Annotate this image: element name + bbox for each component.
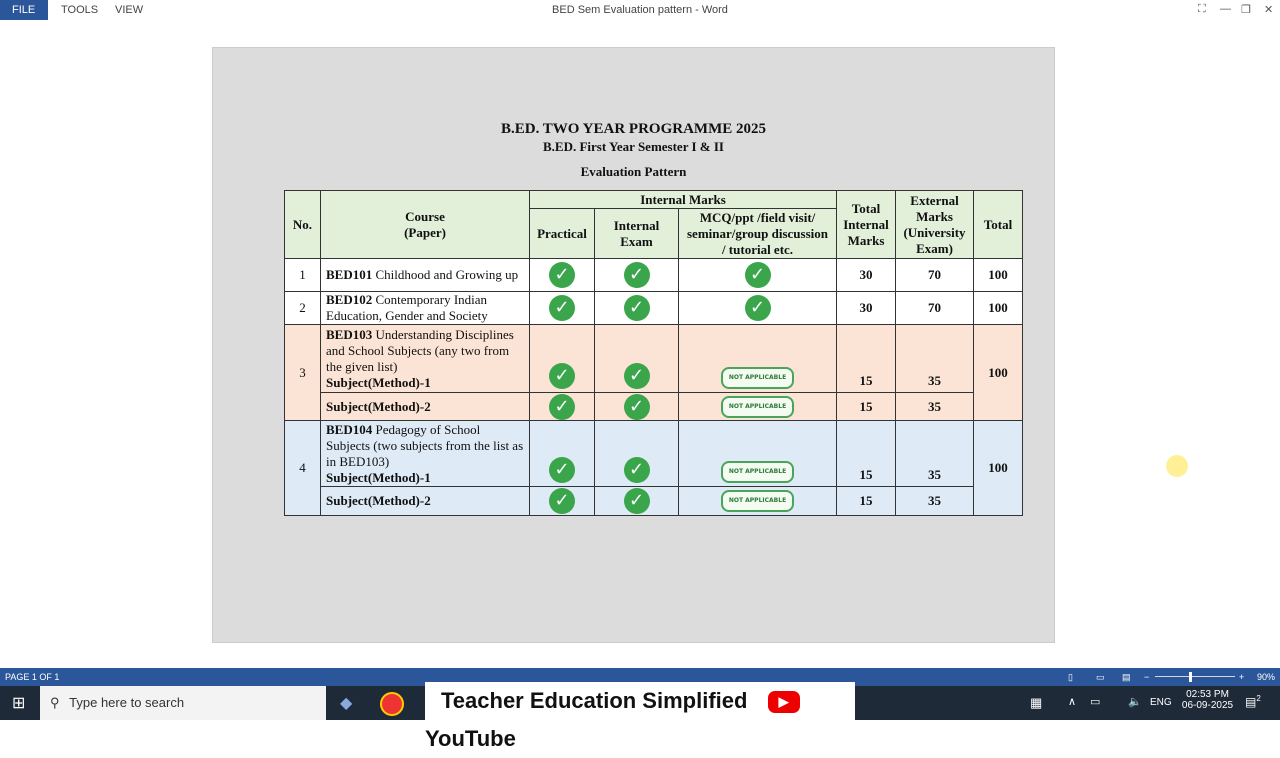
table-cell <box>896 259 974 292</box>
table-row <box>285 487 1023 516</box>
table-cell <box>896 325 974 393</box>
header-internal-exam: Internal Exam <box>595 209 679 259</box>
zoom-slider[interactable] <box>1155 676 1235 677</box>
table-row <box>285 325 1023 393</box>
doc-title: B.ED. TWO YEAR PROGRAMME 2025 <box>500 121 766 137</box>
table-cell <box>321 487 530 516</box>
table-row <box>285 292 1023 325</box>
window-title: BED Sem Evaluation pattern - Word <box>552 4 728 16</box>
cell-text: 35 <box>928 398 941 414</box>
cell-text: 70 <box>928 300 941 315</box>
cell-text: 06-09-2025 <box>1181 700 1234 711</box>
table-cell <box>530 487 595 516</box>
check-icon: ✓ <box>624 488 650 514</box>
cell-text: Course <box>405 208 445 224</box>
check-icon: ✓ <box>624 363 650 389</box>
table-cell <box>974 325 1023 421</box>
table-cell <box>896 292 974 325</box>
check-icon: ✓ <box>549 394 575 420</box>
table-cell <box>595 421 679 487</box>
language-indicator[interactable]: ENG <box>1150 697 1172 708</box>
table-cell <box>837 487 896 516</box>
cell-text: Subject(Method)-1 <box>326 374 431 390</box>
cell-text: Subject(Method)-2 <box>326 398 431 414</box>
table-cell <box>595 259 679 292</box>
zoom-in-button[interactable]: + <box>1239 672 1245 682</box>
notifications-icon[interactable]: ▤$^2$ <box>1245 694 1261 709</box>
table-cell <box>837 292 896 325</box>
search-icon: ⚲ <box>50 695 60 710</box>
restore-icon[interactable]: ⛶ <box>1198 3 1206 15</box>
table-row <box>285 421 1023 487</box>
table-cell <box>595 487 679 516</box>
header-external: External Marks (University Exam) <box>896 191 974 259</box>
cell-text: Subject(Method)-2 <box>326 493 431 508</box>
cell-text: BED104 <box>326 421 373 437</box>
table-cell <box>896 393 974 421</box>
check-icon: ✓ <box>549 363 575 389</box>
header-practical: Practical <box>530 209 595 259</box>
zoom-slider-thumb[interactable] <box>1189 672 1192 682</box>
check-icon: ✓ <box>549 295 575 321</box>
cell-text: Childhood and Growing up <box>372 267 519 282</box>
cell-text: BED103 <box>326 326 373 342</box>
check-icon: ✓ <box>549 457 575 483</box>
table-cell <box>679 487 837 516</box>
table-row <box>285 393 1023 421</box>
volume-icon[interactable]: 🔈 <box>1128 696 1142 708</box>
cursor-highlight <box>1166 455 1188 477</box>
header-mcq: MCQ/ppt /field visit/ seminar/group discussion / tutorial etc. <box>679 209 837 259</box>
table-cell <box>321 259 530 292</box>
zoom-out-button[interactable]: − <box>1144 672 1150 682</box>
cell-text: (Paper) <box>404 224 446 240</box>
table-cell: 3 <box>285 325 321 421</box>
cell-text: BED101 <box>326 267 373 282</box>
check-icon: ✓ <box>624 295 650 321</box>
doc-heading: Evaluation Pattern <box>580 164 687 179</box>
check-icon: ✓ <box>549 262 575 288</box>
check-icon: ✓ <box>624 457 650 483</box>
table-cell <box>896 487 974 516</box>
cell-text: 70 <box>928 267 941 282</box>
cell-text: Pedagogy of School Subjects (two subjects from the list as in BED103) <box>326 421 524 469</box>
cell-text: 35 <box>928 467 941 482</box>
table-row <box>285 259 1023 292</box>
table-cell <box>321 393 530 421</box>
cell-text: 02:53 PM <box>1186 689 1229 700</box>
title-bar <box>0 0 1280 20</box>
cell-text: 15 <box>859 493 873 508</box>
table-cell <box>837 393 896 421</box>
menu-file[interactable]: FILE <box>0 0 48 20</box>
check-icon: ✓ <box>745 262 771 288</box>
document-page <box>212 47 1055 643</box>
header-course <box>321 191 530 259</box>
table-cell <box>837 421 896 487</box>
cell-text: 15 <box>859 467 873 482</box>
cell-text: Contemporary Indian Education, Gender and Society <box>326 292 488 323</box>
web-layout-icon[interactable]: ▤ <box>1122 672 1131 682</box>
cell-text: Subject(Method)-1 <box>326 469 431 485</box>
not-applicable-badge: NOT APPLICABLE <box>721 367 794 389</box>
maximize-button[interactable]: ❐ <box>1241 4 1251 16</box>
news-icon[interactable]: ▦ <box>1030 695 1043 710</box>
table-cell <box>679 259 837 292</box>
not-applicable-badge: NOT APPLICABLE <box>721 461 794 483</box>
table-cell <box>837 259 896 292</box>
header-total: Total <box>974 191 1023 259</box>
clock[interactable] <box>1180 689 1235 711</box>
print-layout-icon[interactable]: ▭ <box>1096 672 1105 682</box>
check-icon: ✓ <box>745 295 771 321</box>
youtube-logo-text: YouTube <box>425 726 516 751</box>
zoom-level[interactable]: 90% <box>1257 672 1276 682</box>
tray-chevron-icon[interactable]: ∧ <box>1068 696 1077 708</box>
menu-tools[interactable]: TOOLS <box>61 4 99 16</box>
header-total-internal: Total Internal Marks <box>837 191 896 259</box>
table-cell <box>595 325 679 393</box>
cell-text: 30 <box>859 267 873 282</box>
table-cell <box>530 325 595 393</box>
table-cell <box>530 292 595 325</box>
not-applicable-badge: NOT APPLICABLE <box>721 490 794 512</box>
header-no: No. <box>285 191 321 259</box>
close-button[interactable]: ✕ <box>1264 4 1274 16</box>
cell-text: 35 <box>928 493 941 508</box>
read-mode-icon[interactable]: ▯ <box>1068 672 1073 682</box>
table-cell: 4 <box>285 421 321 516</box>
channel-banner <box>425 682 855 751</box>
table-cell <box>530 393 595 421</box>
evaluation-table <box>284 190 1023 516</box>
minimize-button[interactable]: — <box>1220 3 1231 15</box>
chrome-icon[interactable] <box>380 692 404 716</box>
cell-text: 100 <box>988 267 1008 282</box>
cell-text: 35 <box>928 373 941 388</box>
cell-text: 15 <box>859 398 873 414</box>
table-cell <box>321 292 530 325</box>
search-placeholder: Type here to search <box>69 695 185 710</box>
table-cell <box>679 325 837 393</box>
table-cell <box>595 292 679 325</box>
table-cell: 1 <box>285 259 321 292</box>
table-cell <box>837 325 896 393</box>
cell-text: 15 <box>859 373 873 388</box>
table-cell <box>974 292 1023 325</box>
table-cell <box>679 393 837 421</box>
not-applicable-badge: NOT APPLICABLE <box>721 396 794 418</box>
check-icon: ✓ <box>624 394 650 420</box>
youtube-play-icon: ▶ <box>768 691 800 713</box>
table-cell <box>974 421 1023 516</box>
table-cell <box>679 421 837 487</box>
cell-text: 100 <box>988 364 1008 380</box>
cell-text: Understanding Disciplines and School Subjects (any two from the given list) <box>326 326 514 374</box>
page-count: PAGE 1 OF 1 <box>5 672 60 682</box>
cell-text: 100 <box>988 460 1008 475</box>
copilot-icon[interactable]: ◆ <box>340 695 353 712</box>
table-cell <box>530 259 595 292</box>
table-cell <box>321 325 530 393</box>
table-cell <box>896 421 974 487</box>
doc-subtitle: B.ED. First Year Semester I & II <box>542 139 724 154</box>
banner-text: Teacher Education Simplified <box>441 688 748 713</box>
menu-view[interactable]: VIEW <box>115 4 144 16</box>
check-icon: ✓ <box>624 262 650 288</box>
table-cell: 2 <box>285 292 321 325</box>
header-internal-marks: Internal Marks <box>530 191 837 209</box>
network-icon[interactable]: ▭ <box>1090 696 1101 708</box>
check-icon: ✓ <box>549 488 575 514</box>
table-cell <box>679 292 837 325</box>
table-cell <box>974 259 1023 292</box>
cell-text: BED102 <box>326 292 373 307</box>
table-cell <box>595 393 679 421</box>
cell-text: 30 <box>859 300 873 315</box>
table-cell <box>530 421 595 487</box>
cell-text: 100 <box>988 300 1008 315</box>
windows-start-icon[interactable]: ⊞ <box>12 695 26 712</box>
taskbar-search[interactable] <box>40 686 326 720</box>
table-cell <box>321 421 530 487</box>
